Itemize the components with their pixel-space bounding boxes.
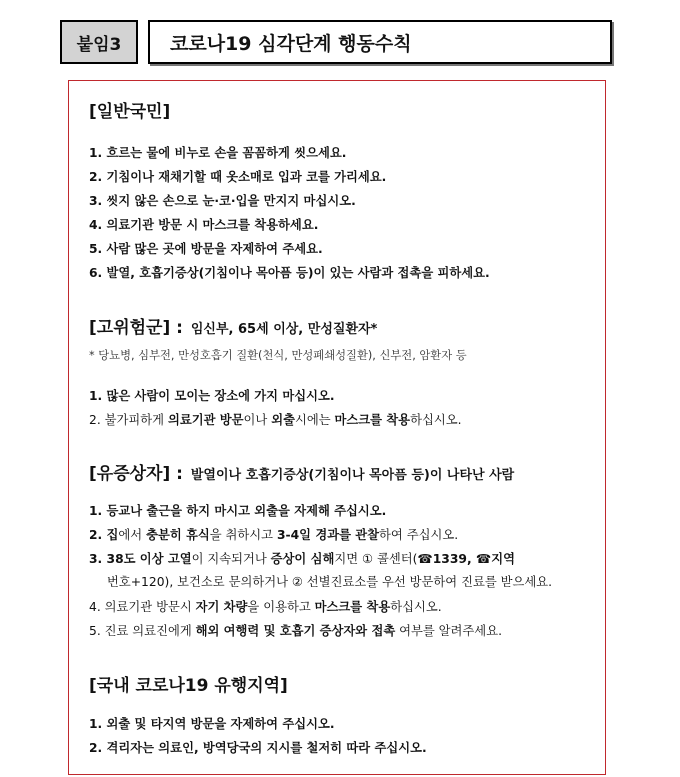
text-fragment-bold: 3-4일 경과를 관찰 bbox=[276, 528, 380, 542]
symptom-heading-label: [유증상자] bbox=[89, 464, 171, 484]
risk-item-2 bbox=[89, 412, 462, 428]
domestic-item-1: 1. 외출 및 타지역 방문을 자제하여 주십시오. bbox=[89, 717, 335, 731]
text-fragment-bold: 마스크를 착용 bbox=[334, 413, 411, 427]
text-fragment-bold: 증상이 심해 bbox=[270, 552, 335, 566]
general-item-5: 5. 사람 많은 곳에 방문을 자제하여 주세요. bbox=[89, 242, 323, 256]
text-fragment: 하십시오. bbox=[390, 600, 442, 614]
text-fragment-bold: 3. 38도 이상 고열 bbox=[89, 552, 192, 566]
symptom-item-4 bbox=[89, 599, 442, 615]
text-fragment: 시에는 bbox=[294, 413, 335, 427]
text-fragment: 에서 bbox=[118, 528, 147, 542]
symptom-item-5 bbox=[89, 623, 502, 639]
general-item-3: 3. 씻지 않은 손으로 눈·코·입을 만지지 마십시오. bbox=[89, 194, 356, 208]
guidelines-panel bbox=[68, 80, 606, 775]
text-fragment: 을 취하시고 bbox=[209, 528, 277, 542]
text-fragment-bold: 2. 집 bbox=[89, 528, 119, 542]
domestic-item-2: 2. 격리자는 의료인, 방역당국의 지시를 철저히 따라 주십시오. bbox=[89, 741, 427, 755]
page-title: 코로나19 심각단계 행동수칙 bbox=[148, 20, 612, 64]
risk-heading-colon: : bbox=[170, 318, 189, 338]
text-fragment-bold: 해외 여행력 및 호흡기 증상자와 접촉 bbox=[195, 624, 396, 638]
text-fragment: 지면 ① 콜센터( bbox=[334, 552, 418, 566]
text-fragment-bold: 자기 차량 bbox=[195, 600, 248, 614]
text-fragment-bold: 의료기관 방문 bbox=[167, 413, 244, 427]
phone-icon: ☎ bbox=[475, 552, 492, 566]
risk-subtitle: 임신부, 65세 이상, 만성질환자* bbox=[190, 322, 378, 337]
symptom-heading-colon: : bbox=[170, 464, 189, 484]
symptom-item-1: 1. 등교나 출근을 하지 마시고 외출을 자제해 주십시오. bbox=[89, 504, 387, 518]
text-fragment: 을 이용하고 bbox=[247, 600, 315, 614]
general-item-2: 2. 기침이나 재채기할 때 옷소매로 입과 코를 가리세요. bbox=[89, 170, 387, 184]
attachment-badge: 붙임3 bbox=[60, 20, 138, 64]
section-domestic-heading: [국내 코로나19 유행지역] bbox=[89, 676, 288, 696]
general-item-4: 4. 의료기관 방문 시 마스크를 착용하세요. bbox=[89, 218, 319, 232]
text-fragment: 하여 주십시오. bbox=[379, 528, 459, 542]
symptom-subtitle: 발열이나 호흡기증상(기침이나 목아픔 등)이 나타난 사람 bbox=[190, 468, 515, 483]
text-fragment-bold: 마스크를 착용 bbox=[314, 600, 391, 614]
text-fragment: 이나 bbox=[243, 413, 272, 427]
section-risk-heading bbox=[89, 313, 377, 338]
text-fragment-bold: 1339, bbox=[432, 552, 476, 566]
text-fragment-bold: 충분히 휴식 bbox=[146, 528, 210, 542]
section-general-heading: [일반국민] bbox=[89, 102, 171, 122]
header bbox=[60, 20, 612, 64]
text-fragment: 하십시오. bbox=[410, 413, 462, 427]
risk-note: * 당뇨병, 심부전, 만성호흡기 질환(천식, 만성폐쇄성질환), 신부전, 암환자 등 bbox=[89, 349, 467, 362]
risk-heading-label: [고위험군] bbox=[89, 318, 171, 338]
section-symptom-heading bbox=[89, 459, 514, 484]
text-fragment-bold: 외출 bbox=[271, 413, 295, 427]
text-fragment: 4. 의료기관 방문시 bbox=[89, 600, 196, 614]
symptom-item-2 bbox=[89, 527, 458, 543]
symptom-item-3 bbox=[89, 551, 515, 567]
symptom-item-3-continuation: 번호+120), 보건소로 문의하거나 ② 선별진료소를 우선 방문하여 진료를 받으세요. bbox=[107, 575, 553, 589]
phone-icon: ☎ bbox=[417, 552, 433, 566]
general-item-1: 1. 흐르는 물에 비누로 손을 꼼꼼하게 씻으세요. bbox=[89, 146, 347, 160]
text-fragment: 이 지속되거나 bbox=[191, 552, 271, 566]
text-fragment: 2. 불가피하게 bbox=[89, 413, 168, 427]
general-item-6: 6. 발열, 호흡기증상(기침이나 목아픔 등)이 있는 사람과 접촉을 피하세요. bbox=[89, 266, 490, 280]
risk-item-1: 1. 많은 사람이 모이는 장소에 가지 마십시오. bbox=[89, 389, 335, 403]
text-fragment: 5. 진료 의료진에게 bbox=[89, 624, 196, 638]
text-fragment-bold: 지역 bbox=[491, 552, 516, 566]
text-fragment: 여부를 알려주세요. bbox=[395, 624, 502, 638]
